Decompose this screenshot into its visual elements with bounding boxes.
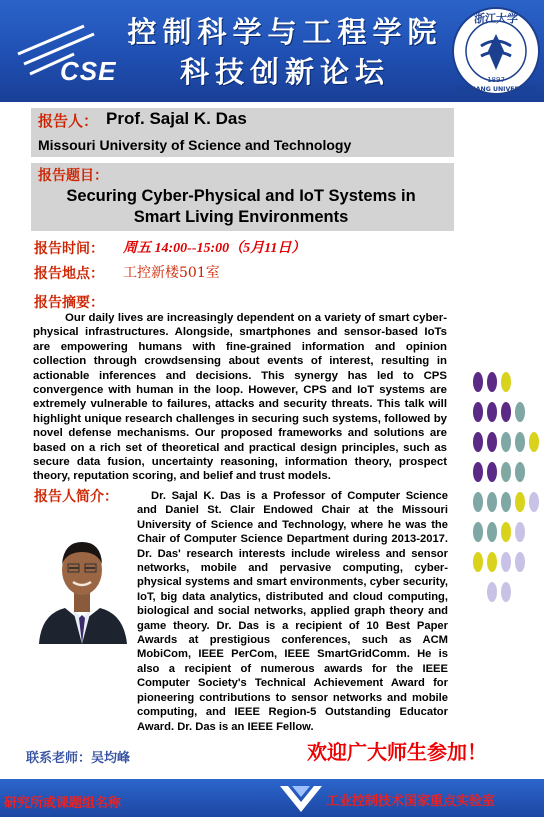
decorative-dot xyxy=(487,552,497,572)
time-label: 报告时间： xyxy=(34,241,104,257)
speaker-affiliation: Missouri University of Science and Technology xyxy=(38,137,352,153)
decorative-dots xyxy=(472,372,544,622)
decorative-dot xyxy=(515,402,525,422)
speaker-label: 报告人： xyxy=(38,112,99,130)
decorative-dot xyxy=(515,432,525,452)
footer-left-text: 研究所或课题组名称 xyxy=(4,796,122,811)
decorative-dot xyxy=(473,552,483,572)
topic-title-line2: Smart Living Environments xyxy=(133,208,349,226)
decorative-dot xyxy=(501,552,511,572)
place-label: 报告地点： xyxy=(34,266,104,282)
forum-title-line1: 控制科学与工程学院 xyxy=(127,15,443,49)
forum-title-line2: 科技创新论坛 xyxy=(179,55,390,89)
decorative-dot xyxy=(529,432,539,452)
decorative-dot xyxy=(501,432,511,452)
decorative-dot xyxy=(487,462,497,482)
decorative-dot xyxy=(487,372,497,392)
decorative-dot xyxy=(473,462,483,482)
decorative-dot xyxy=(473,402,483,422)
decorative-dot xyxy=(515,552,525,572)
decorative-dot xyxy=(473,432,483,452)
decorative-dot xyxy=(501,522,511,542)
decorative-dot xyxy=(529,492,539,512)
contact-teacher: 联系老师：吴均峰 xyxy=(26,751,131,766)
zhejiang-university-logo xyxy=(451,6,541,96)
decorative-dot xyxy=(487,432,497,452)
decorative-dot xyxy=(501,582,511,602)
decorative-dot xyxy=(473,372,483,392)
topic-label: 报告题目： xyxy=(38,168,108,184)
lab-logo xyxy=(276,782,326,816)
decorative-dot xyxy=(501,402,511,422)
decorative-dot xyxy=(487,492,497,512)
decorative-dot xyxy=(501,462,511,482)
decorative-dot xyxy=(473,522,483,542)
place-value: 工控新楼501室 xyxy=(123,265,220,281)
abstract-text: Our daily lives are increasingly dependent on a variety of smart cyber-physical infrastructures. Alongside, smartphones and sensor-based IoTs are empowering humans with fine-grained information and opinion collection through crowdsensing about events of interest, resulting in actionable inferences and decisions. This synergy has led to CPS convergence with human in the loop. However, CPS and IoT systems are extremely vulnerable to failures, attacks and security threats. This talk will highlight unique research challenges in securing such systems, followed by novel defense mechanisms. Our proposed frameworks and solutions are based on a rich set of theoretical and practical design principles, such as secure data fusion, uncertainty reasoning, information theory, prospect theory, reputation scoring, and belief and trust models. xyxy=(33,312,447,483)
logo-en-name: ZHEJIANG UNIVERSITY xyxy=(457,86,535,93)
decorative-dot xyxy=(501,492,511,512)
logo-year: 1897 xyxy=(487,76,505,84)
cse-logo-text: CSE xyxy=(60,56,117,86)
footer-right-text: 工业控制技术国家重点实验室 xyxy=(326,794,496,809)
decorative-dot xyxy=(487,402,497,422)
decorative-dot xyxy=(515,492,525,512)
bio-paragraph xyxy=(137,489,448,734)
decorative-dot xyxy=(473,492,483,512)
speaker-photo xyxy=(31,522,134,644)
topic-title xyxy=(34,186,448,228)
speaker-name: Prof. Sajal K. Das xyxy=(106,109,247,128)
topic-title-line1: Securing Cyber-Physical and IoT Systems in xyxy=(66,187,416,205)
decorative-dot xyxy=(487,522,497,542)
bio-label: 报告人简介： xyxy=(34,489,118,505)
decorative-dot xyxy=(515,522,525,542)
decorative-dot xyxy=(515,462,525,482)
bio-text: Dr. Sajal K. Das is a Professor of Computer Science and Daniel St. Clair Endowed Chair at the Missouri University of Science and Technology, where he was the Chair of Computer Science Department during 2013-2017. Dr. Das' research interests include wireless and sensor networks, mobile and pervasive computing, cyber-physical systems and smart environments, cyber security, IoT, big data analytics, distributed and cloud computing, biological and social networks, applied graph theory and game theory. Dr. Das is a recipient of 10 Best Paper Awards at prestigious conferences, such as ACM MobiCom, IEEE PerCom, IEEE SmartGridComm. He is also a recipient of numerous awards for the IEEE Computer Society's Technical Achievement Award for pioneering contributions to sensor networks and mobile computing, and IEEE Region-5 Outstanding Educator Award. Dr. Das is an IEEE Fellow. xyxy=(137,490,448,733)
time-value: 周五 14:00--15:00（5月11日） xyxy=(123,241,306,256)
welcome-text: 欢迎广大师生参加！ xyxy=(307,740,487,764)
logo-cn-name: 浙江大学 xyxy=(474,12,518,25)
decorative-dot xyxy=(501,372,511,392)
abstract-label: 报告摘要： xyxy=(34,295,104,311)
decorative-dot xyxy=(487,582,497,602)
